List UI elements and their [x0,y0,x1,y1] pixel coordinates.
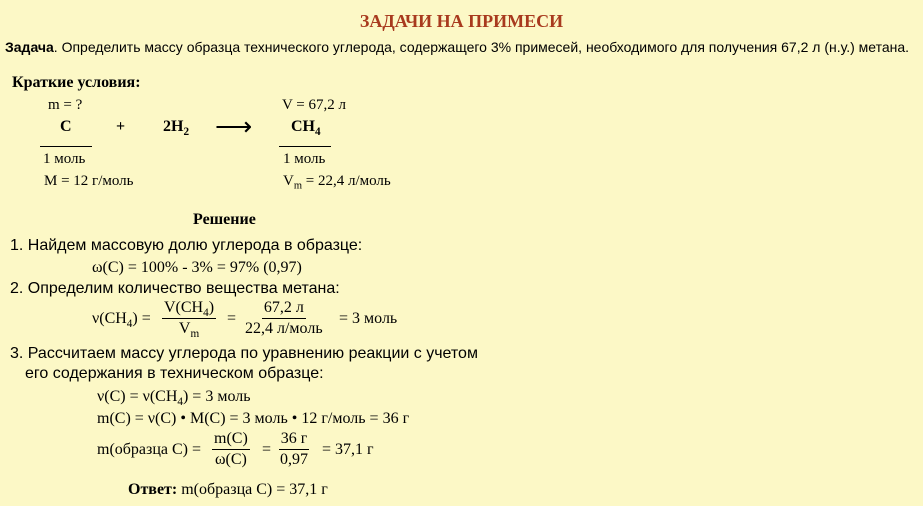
task-label: Задача [5,39,54,55]
reactant-carbon: C [60,118,72,135]
reaction-arrow: ⟶ [215,112,253,141]
step3-equals: = [262,441,272,458]
step3-formula-moles: $\nu(C) = \nu(CH_4) = 3$ моль [97,388,251,408]
step3-text-line1: 3. Рассчитаем массу углерода по уравнению реакции с учетом [10,345,478,362]
step3-frac1-denominator: ω(C) [214,451,247,468]
given-heading: Краткие условия: [12,74,141,91]
solution-heading: Решение [193,211,256,228]
step2-equals: = [227,310,237,327]
answer [128,481,328,499]
step2-lhs: $\nu(CH_4)$ = [92,310,151,330]
given-molar-mass: M = 12 г/моль [44,173,134,189]
step2-text: 2. Определим количество вещества метана: [10,280,340,297]
given-divider-right [279,146,331,147]
given-mol-right: 1 моль [283,151,326,167]
step2-frac1-numerator: $V(CH_4)$ [164,299,215,319]
product-methane: $CH_4$ [291,118,321,138]
task-statement [5,39,909,55]
step3-result: = 37,1 г [322,441,374,458]
answer-label: Ответ: [128,481,178,498]
step3-lhs: m(образца C) = [97,441,202,458]
step2-fraction-2 [243,299,325,338]
given-mol-left: 1 моль [43,151,86,167]
reactant-hydrogen: $2H_2$ [163,118,190,138]
step3-fraction-2 [278,430,310,469]
step3-text-line2: его содержания в техническом образце: [25,365,324,382]
step3-frac2-numerator: 36 г [279,430,310,450]
given-molar-volume: $V_m = 22,4$ л/моль [283,173,391,192]
step3-formula-mass: m(C) = ν(C) • M(C) = 3 моль • 12 г/моль = 36 г [97,410,410,427]
given-mass-unknown: m = ? [48,97,83,113]
given-volume: V = 67,2 л [282,97,347,113]
step2-frac1-denominator: $V_m$ [178,320,200,340]
step2-fraction-1 [162,299,216,338]
step2-frac2-numerator: 67,2 л [262,299,306,319]
step1-text: 1. Найдем массовую долю углерода в образце: [10,237,363,254]
step3-fraction-1 [212,430,250,469]
step2-result: = 3 моль [339,310,398,327]
step3-frac2-denominator: 0,97 [280,451,308,468]
step3-frac1-numerator: m(C) [212,430,250,450]
given-divider-left [40,146,92,147]
step2-frac2-denominator: 22,4 л/моль [245,320,323,337]
plus-sign: + [116,118,126,135]
task-text: . Определить массу образца технического углерода, содержащего 3% примесей, необходимого для получения 67,2 л (н.у.) метана. [53,39,910,55]
page-title: ЗАДАЧИ НА ПРИМЕСИ [359,11,564,31]
step1-formula: ω(C) = 100% - 3% = 97% (0,97) [92,259,302,276]
answer-value: m(образца C) = 37,1 г [177,481,328,498]
